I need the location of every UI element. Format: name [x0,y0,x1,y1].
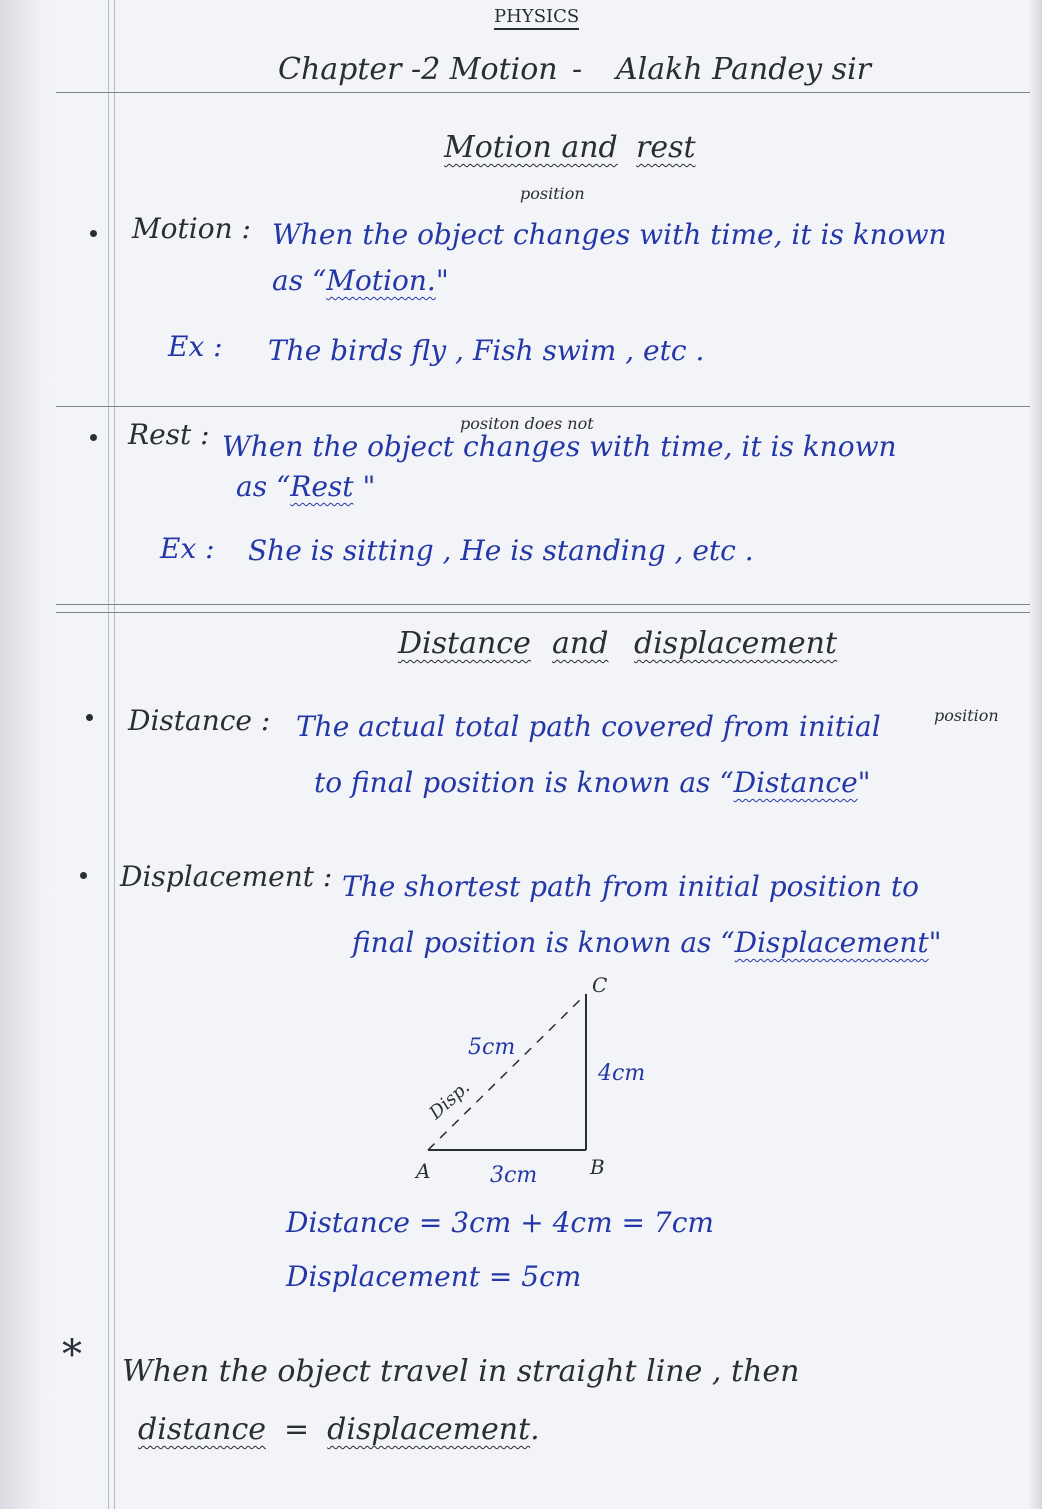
section-rule-1 [56,406,1030,407]
displacement-label: Displacement : [120,860,333,893]
motion-quote-open: as “ [272,264,327,297]
asterisk-icon: * [62,1332,82,1378]
point-b-label: B [590,1155,605,1179]
note-equals: = [284,1412,310,1447]
rest-label: Rest : [128,418,210,451]
rest-term: Rest [290,470,354,503]
motion-example-text: The birds fly , Fish swim , etc . [268,334,705,367]
side-ac-dashed [428,994,586,1150]
displacement-definition-line1: The shortest path from initial position to [342,870,919,903]
header-dash: - [572,52,583,87]
displacement-term: Displacement [734,926,929,959]
rest-quote-close: " [353,470,376,503]
distance-note-position: position [934,706,999,725]
motion-definition-line2 [272,264,449,297]
section-title-motion-and: Motion and [444,130,618,165]
bullet-motion [90,230,97,237]
displacement-quote-open: final position is known as “ [352,926,735,959]
bullet-rest [90,434,97,441]
page-right-edge [1028,0,1042,1509]
note-line1: When the object travel in straight line , then [122,1354,800,1389]
distance-label: Distance : [128,704,271,737]
point-c-label: C [592,973,608,997]
motion-label: Motion : [132,212,251,245]
distance-definition-line1: The actual total path covered from initial [296,710,881,743]
motion-term: Motion. [326,264,436,297]
note-line2 [138,1412,540,1447]
rest-example-label: Ex : [160,532,215,565]
rest-quote-open: as “ [236,470,291,503]
disp-label: Disp. [425,1076,475,1124]
motion-definition-line1: When the object changes with time, it is known [272,218,947,251]
distance-quote-open: to final position is known as “ [314,766,734,799]
section-title-distance: Distance [398,626,531,661]
margin-line-2 [114,0,115,1509]
displacement-quote-close: " [928,926,942,959]
side-bc-length: 4cm [598,1061,646,1086]
note-term-displacement: displacement [327,1412,531,1447]
motion-note-position: position [520,184,585,203]
chapter-title: Chapter -2 Motion [278,52,558,87]
triangle-diagram [400,970,680,1190]
side-ac-length: 5cm [468,1035,516,1060]
rest-definition-line2 [236,470,375,503]
distance-definition-line2 [314,766,871,799]
displacement-definition-line2 [352,926,942,959]
author-name: Alakh Pandey sir [616,52,871,87]
subject-heading: PHYSICS [494,6,579,30]
bullet-distance [86,714,93,721]
rest-definition-line1: When the object changes with time, it is known [222,430,897,463]
header-rule [56,92,1030,93]
distance-quote-close: " [857,766,871,799]
motion-example-label: Ex : [168,330,223,363]
distance-term: Distance [733,766,858,799]
bullet-displacement [80,872,87,879]
note-period: . [530,1412,540,1447]
side-ab-length: 3cm [490,1163,538,1188]
rest-example-text: She is sitting , He is standing , etc . [248,534,754,567]
margin-line-1 [108,0,109,1509]
section-rule-2b [56,612,1030,613]
motion-quote-close: " [435,264,449,297]
displacement-equation: Displacement = 5cm [286,1260,582,1293]
point-a-label: A [416,1159,431,1183]
section-title-and: and [552,626,609,661]
section-title-displacement: displacement [634,626,838,661]
distance-equation: Distance = 3cm + 4cm = 7cm [286,1206,714,1239]
section-title-rest: rest [636,130,696,165]
section-rule-2a [56,604,1030,605]
rest-note-position-does-not: positon does not [460,414,594,433]
note-term-distance: distance [138,1412,267,1447]
page-left-edge [0,0,52,1509]
